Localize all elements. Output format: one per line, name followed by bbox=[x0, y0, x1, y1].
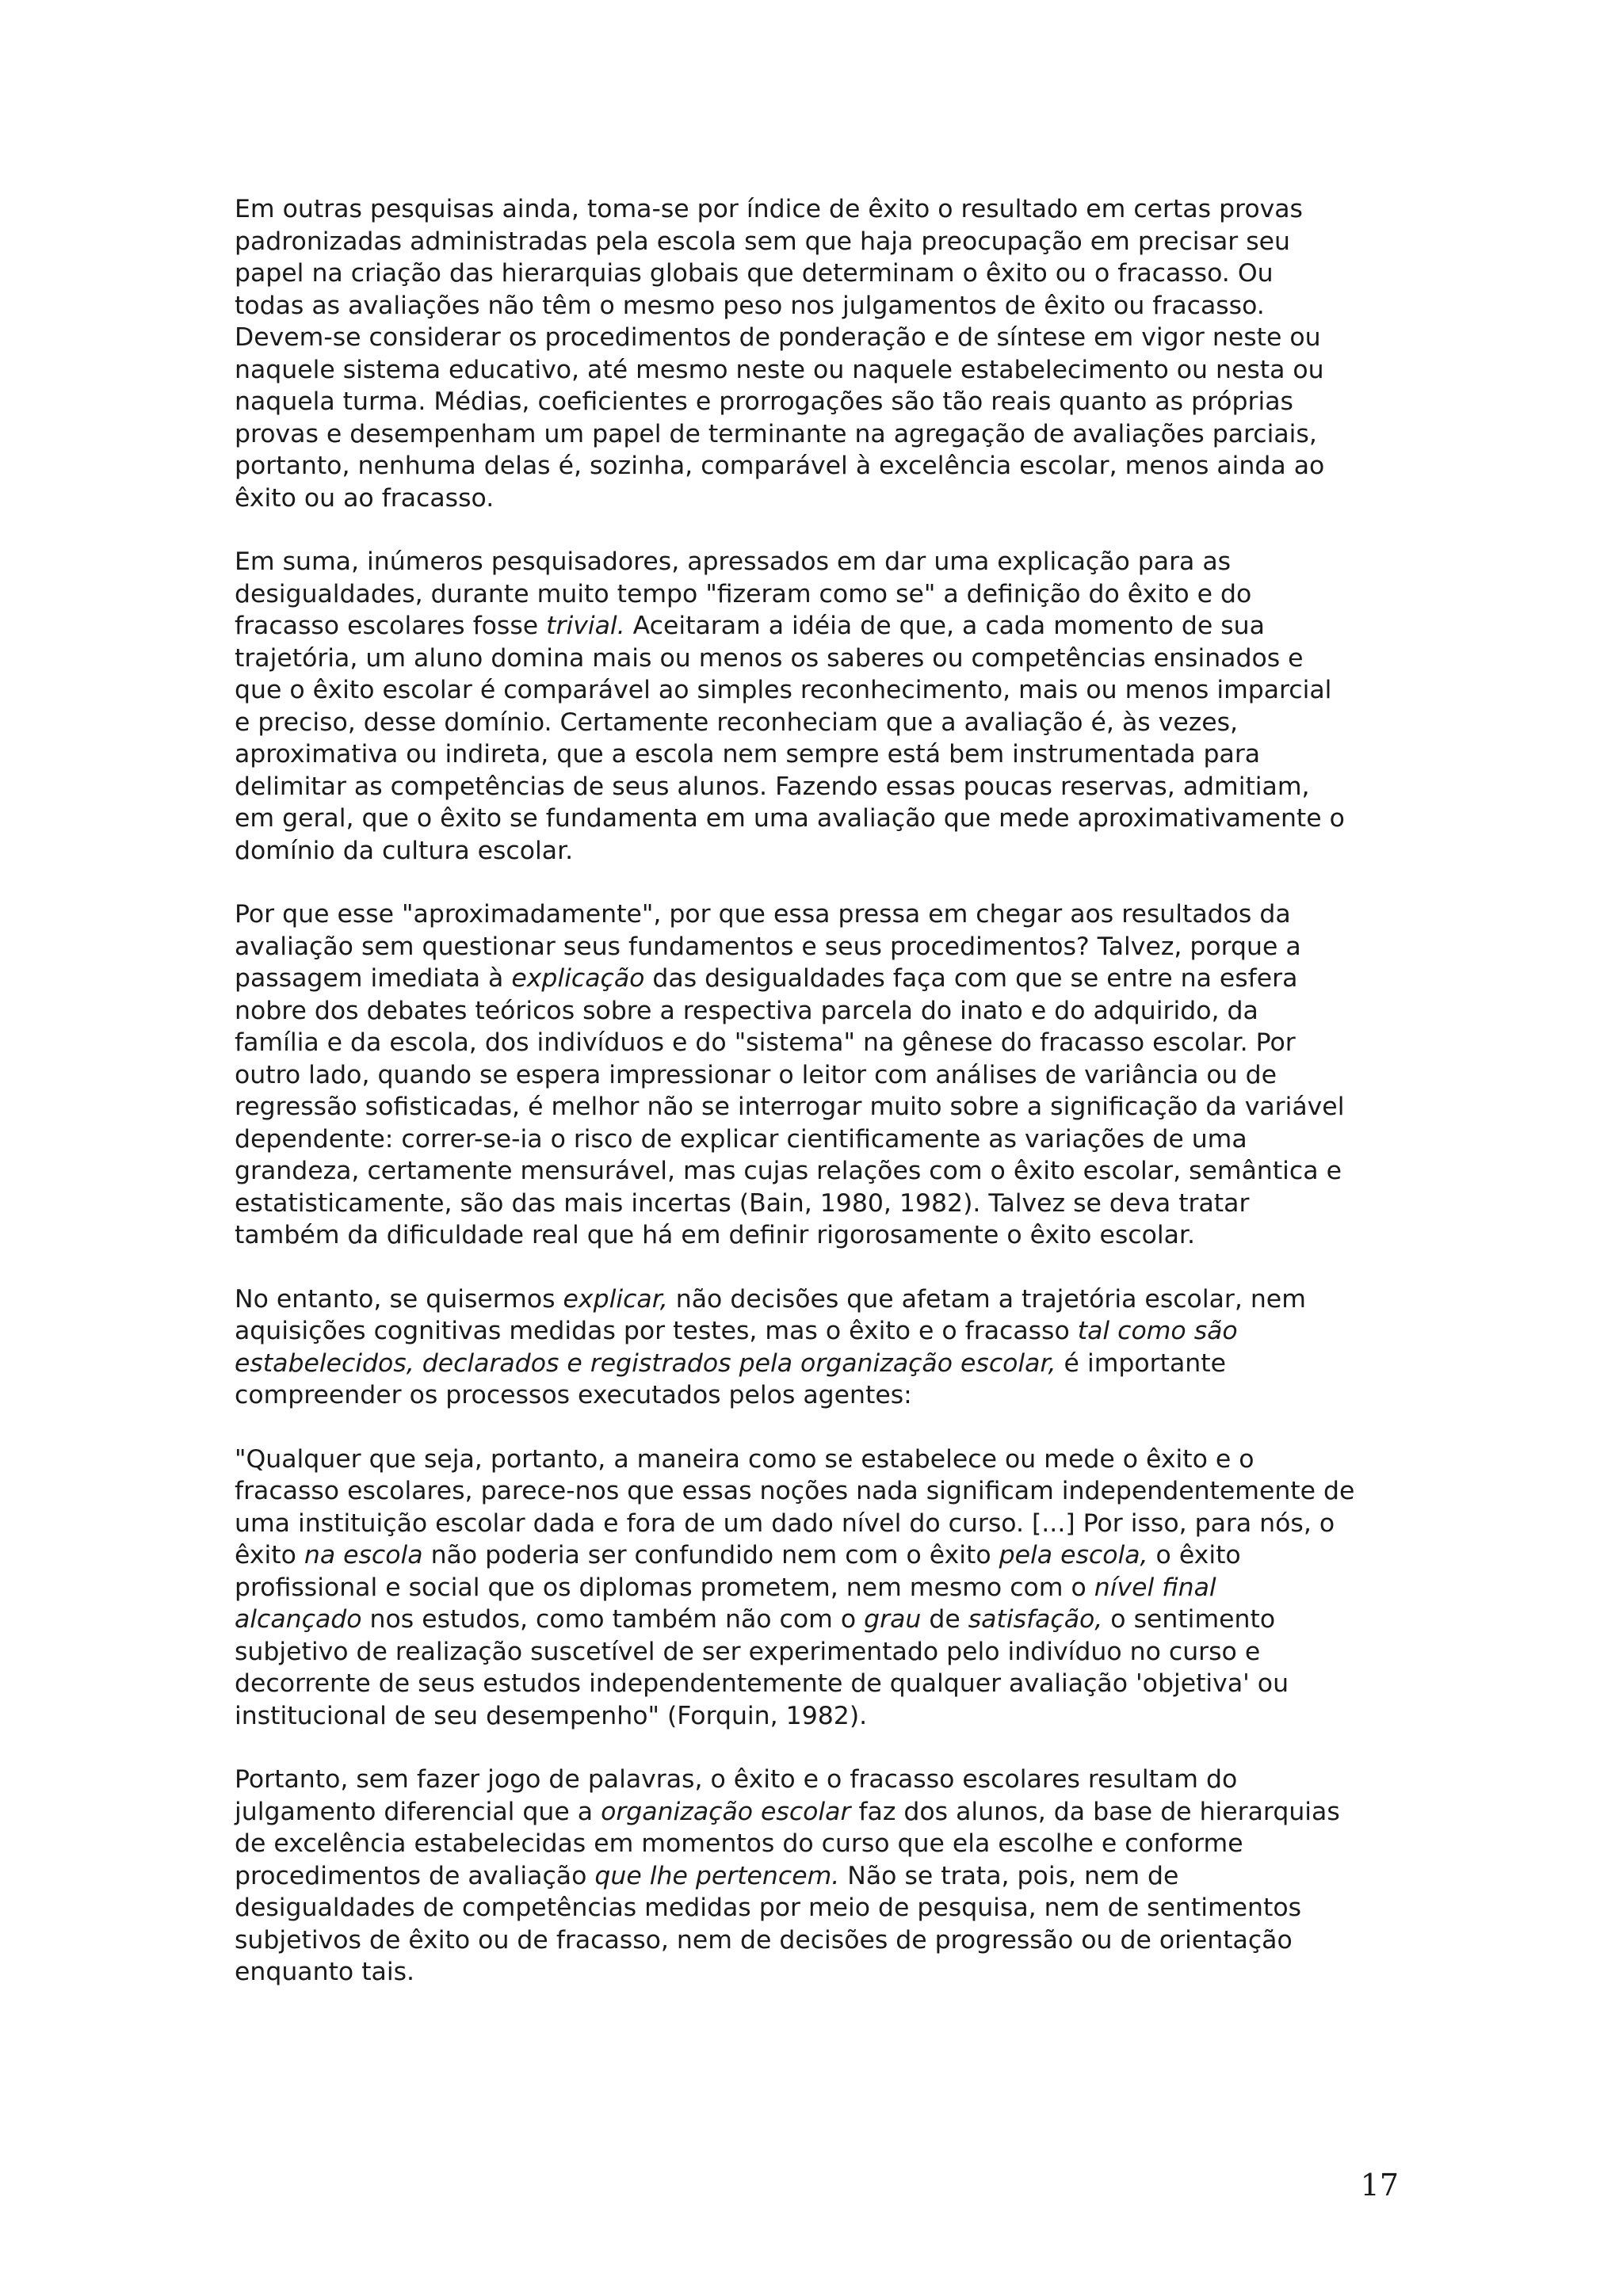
text-line bbox=[235, 1219, 1404, 1252]
italic-text: na escola bbox=[304, 1541, 423, 1569]
text-segment: nobre dos debates teóricos sobre a respectiva parcela do inato e do adquirido, da bbox=[235, 996, 1258, 1025]
text-segment: enquanto tais. bbox=[235, 1958, 415, 1986]
text-line bbox=[235, 1188, 1404, 1220]
paragraph bbox=[235, 1444, 1404, 1733]
text-segment: subjetivos de êxito ou de fracasso, nem de decisões de progressão ou de orientação bbox=[235, 1925, 1293, 1955]
text-line bbox=[235, 738, 1404, 771]
text-line bbox=[235, 1572, 1404, 1604]
text-segment: fracasso escolares, parece-nos que essas noções nada significam independentemente de bbox=[235, 1477, 1355, 1505]
text-line bbox=[235, 1475, 1404, 1508]
text-segment: dependente: correr-se-ia o risco de explicar cientificamente as variações de uma bbox=[235, 1124, 1247, 1154]
text-line bbox=[235, 1508, 1404, 1540]
text-line bbox=[235, 1796, 1404, 1829]
text-segment: de excelência estabelecidas em momentos do curso que ela escolhe e conforme bbox=[235, 1829, 1243, 1858]
text-line bbox=[235, 1348, 1404, 1380]
text-segment: o sentimento bbox=[1102, 1605, 1276, 1634]
text-line bbox=[235, 257, 1404, 290]
paragraph bbox=[235, 898, 1404, 1252]
text-line bbox=[235, 995, 1404, 1028]
italic-text: satisfação, bbox=[968, 1605, 1103, 1634]
text-line bbox=[235, 226, 1404, 258]
italic-text: estabelecidos, declarados e registrados pela organização escolar, bbox=[235, 1348, 1056, 1378]
text-line bbox=[235, 322, 1404, 354]
text-segment: desigualdades, durante muito tempo "fizeram como se" a definição do êxito e do bbox=[235, 579, 1252, 608]
text-line bbox=[235, 1636, 1404, 1669]
text-line bbox=[235, 707, 1404, 739]
text-line bbox=[235, 1860, 1404, 1893]
italic-text: que lhe pertencem. bbox=[594, 1861, 840, 1890]
italic-text: tal como são bbox=[1077, 1317, 1238, 1345]
text-line bbox=[235, 1668, 1404, 1700]
text-segment: estatisticamente, são das mais incertas (Bain, 1980, 1982). Talvez se deva tratar bbox=[235, 1188, 1250, 1218]
text-segment: das desigualdades faça com que se entre na esfera bbox=[644, 964, 1298, 993]
text-segment: julgamento diferencial que a bbox=[235, 1797, 601, 1826]
text-segment: é importante bbox=[1056, 1348, 1226, 1378]
text-line bbox=[235, 546, 1404, 578]
text-line bbox=[235, 578, 1404, 611]
text-line bbox=[235, 450, 1404, 482]
text-segment: família e da escola, dos indivíduos e do "sistema" na gênese do fracasso escolar. Por bbox=[235, 1028, 1296, 1057]
text-line bbox=[235, 193, 1404, 226]
text-segment: nos estudos, como também não com o bbox=[361, 1605, 865, 1634]
text-line bbox=[235, 1379, 1404, 1412]
text-line bbox=[235, 1892, 1404, 1924]
text-segment: padronizadas administradas pela escola sem que haja preocupação em precisar seu bbox=[235, 227, 1290, 256]
page-number: 17 bbox=[1360, 2168, 1399, 2203]
text-line bbox=[235, 610, 1404, 643]
text-line bbox=[235, 1315, 1404, 1348]
text-line bbox=[235, 1604, 1404, 1636]
text-segment: Devem-se considerar os procedimentos de ponderação e de síntese em vigor neste ou bbox=[235, 323, 1321, 352]
text-segment: avaliação sem questionar seus fundamentos e seus procedimentos? Talvez, porque a bbox=[235, 932, 1301, 961]
text-segment: Não se trata, pois, nem de bbox=[839, 1861, 1179, 1890]
text-segment: institucional de seu desempenho" (Forquin, 1982). bbox=[235, 1701, 868, 1730]
text-line bbox=[235, 1924, 1404, 1957]
text-segment: êxito ou ao fracasso. bbox=[235, 483, 495, 513]
text-segment: todas as avaliações não têm o mesmo peso nos julgamentos de êxito ou fracasso. bbox=[235, 291, 1265, 320]
text-line bbox=[235, 898, 1404, 931]
text-line bbox=[235, 674, 1404, 707]
text-segment: passagem imediata à bbox=[235, 964, 512, 993]
text-segment: Em suma, inúmeros pesquisadores, apressados em dar uma explicação para as bbox=[235, 547, 1232, 576]
text-segment: "Qualquer que seja, portanto, a maneira como se estabelece ou mede o êxito e o bbox=[235, 1444, 1254, 1474]
text-segment: domínio da cultura escolar. bbox=[235, 836, 574, 865]
text-segment: delimitar as competências de seus alunos. Fazendo essas poucas reservas, admitiam, bbox=[235, 772, 1310, 801]
text-line bbox=[235, 354, 1404, 387]
text-segment: faz dos alunos, da base de hierarquias bbox=[850, 1797, 1340, 1826]
text-segment: que o êxito escolar é comparável ao simples reconhecimento, mais ou menos imparcial bbox=[235, 676, 1332, 704]
text-line bbox=[235, 1956, 1404, 1989]
text-segment: profissional e social que os diplomas prometem, nem mesmo com o bbox=[235, 1573, 1094, 1602]
text-segment: regressão sofisticadas, é melhor não se interrogar muito sobre a significação da variável bbox=[235, 1093, 1345, 1121]
text-segment: de bbox=[921, 1605, 968, 1634]
text-segment: não decisões que afetam a trajetória escolar, nem bbox=[667, 1284, 1306, 1314]
text-segment: uma instituição escolar dada e fora de um dado nível do curso. [...] Por isso, para nós, o bbox=[235, 1508, 1335, 1538]
text-line bbox=[235, 290, 1404, 322]
text-segment: decorrente de seus estudos independentemente de qualquer avaliação 'objetiva' ou bbox=[235, 1669, 1289, 1698]
text-segment: não poderia ser confundido nem com o êxito bbox=[422, 1541, 999, 1569]
text-line bbox=[235, 1539, 1404, 1572]
paragraph bbox=[235, 1283, 1404, 1412]
text-line bbox=[235, 963, 1404, 995]
text-line bbox=[235, 482, 1404, 515]
text-segment: provas e desempenham um papel de terminante na agregação de avaliações parciais, bbox=[235, 419, 1317, 448]
text-segment: portanto, nenhuma delas é, sozinha, comparável à excelência escolar, menos ainda ao bbox=[235, 452, 1325, 480]
text-line bbox=[235, 1700, 1404, 1733]
text-line bbox=[235, 1091, 1404, 1123]
text-line bbox=[235, 1444, 1404, 1476]
italic-text: pela escola, bbox=[999, 1541, 1148, 1569]
italic-text: alcançado bbox=[235, 1605, 362, 1634]
italic-text: explicação bbox=[511, 964, 645, 993]
text-segment: compreender os processos executados pelos agentes: bbox=[235, 1381, 912, 1409]
text-line bbox=[235, 1027, 1404, 1059]
italic-text: explicar, bbox=[563, 1284, 668, 1314]
text-segment: Aceitaram a idéia de que, a cada momento de sua bbox=[624, 612, 1265, 640]
text-segment: trajetória, um aluno domina mais ou menos os saberes ou competências ensinados e bbox=[235, 643, 1304, 673]
body-text bbox=[235, 193, 1404, 2020]
text-segment: papel na criação das hierarquias globais que determinam o êxito ou o fracasso. Ou bbox=[235, 259, 1274, 288]
text-segment: No entanto, se quisermos bbox=[235, 1284, 563, 1314]
text-segment: grandeza, certamente mensurável, mas cujas relações com o êxito escolar, semântica e bbox=[235, 1157, 1342, 1185]
text-line bbox=[235, 1828, 1404, 1860]
italic-text: grau bbox=[864, 1605, 922, 1634]
text-line bbox=[235, 1764, 1404, 1796]
italic-text: nível final bbox=[1094, 1573, 1216, 1602]
text-segment: naquele sistema educativo, até mesmo neste ou naquele estabelecimento ou nesta ou bbox=[235, 355, 1324, 384]
text-segment: aproximativa ou indireta, que a escola nem sempre está bem instrumentada para bbox=[235, 740, 1261, 769]
text-segment: êxito bbox=[235, 1541, 304, 1569]
text-segment: subjetivo de realização suscetível de ser experimentado pelo indivíduo no curso e bbox=[235, 1637, 1261, 1666]
text-line bbox=[235, 643, 1404, 675]
text-segment: Portanto, sem fazer jogo de palavras, o êxito e o fracasso escolares resultam do bbox=[235, 1765, 1238, 1794]
text-segment: aquisições cognitivas medidas por testes, mas o êxito e o fracasso bbox=[235, 1317, 1078, 1345]
text-line bbox=[235, 931, 1404, 963]
text-segment: Em outras pesquisas ainda, toma-se por índice de êxito o resultado em certas provas bbox=[235, 195, 1303, 223]
italic-text: trivial. bbox=[546, 612, 625, 640]
text-segment: Por que esse "aproximadamente", por que essa pressa em chegar aos resultados da bbox=[235, 900, 1291, 929]
text-segment: o êxito bbox=[1148, 1541, 1241, 1569]
text-segment: e preciso, desse domínio. Certamente reconheciam que a avaliação é, às vezes, bbox=[235, 707, 1239, 737]
text-segment: procedimentos de avaliação bbox=[235, 1861, 595, 1890]
text-line bbox=[235, 1155, 1404, 1188]
text-line bbox=[235, 418, 1404, 451]
text-line bbox=[235, 835, 1404, 868]
text-segment: em geral, que o êxito se fundamenta em uma avaliação que mede aproximativamente o bbox=[235, 804, 1345, 833]
text-line bbox=[235, 1059, 1404, 1092]
italic-text: organização escolar bbox=[601, 1797, 851, 1826]
text-line bbox=[235, 771, 1404, 803]
text-line bbox=[235, 1283, 1404, 1316]
paragraph bbox=[235, 193, 1404, 514]
text-segment: também da dificuldade real que há em definir rigorosamente o êxito escolar. bbox=[235, 1221, 1195, 1249]
text-segment: naquela turma. Médias, coeficientes e prorrogações são tão reais quanto as próprias bbox=[235, 387, 1293, 416]
text-segment: outro lado, quando se espera impressionar o leitor com análises de variância ou de bbox=[235, 1060, 1277, 1089]
text-line bbox=[235, 1123, 1404, 1156]
text-line bbox=[235, 386, 1404, 418]
text-segment: desigualdades de competências medidas por meio de pesquisa, nem de sentimentos bbox=[235, 1894, 1302, 1922]
text-segment: fracasso escolares fosse bbox=[235, 612, 547, 640]
paragraph bbox=[235, 1764, 1404, 1989]
text-line bbox=[235, 803, 1404, 835]
paragraph bbox=[235, 546, 1404, 867]
